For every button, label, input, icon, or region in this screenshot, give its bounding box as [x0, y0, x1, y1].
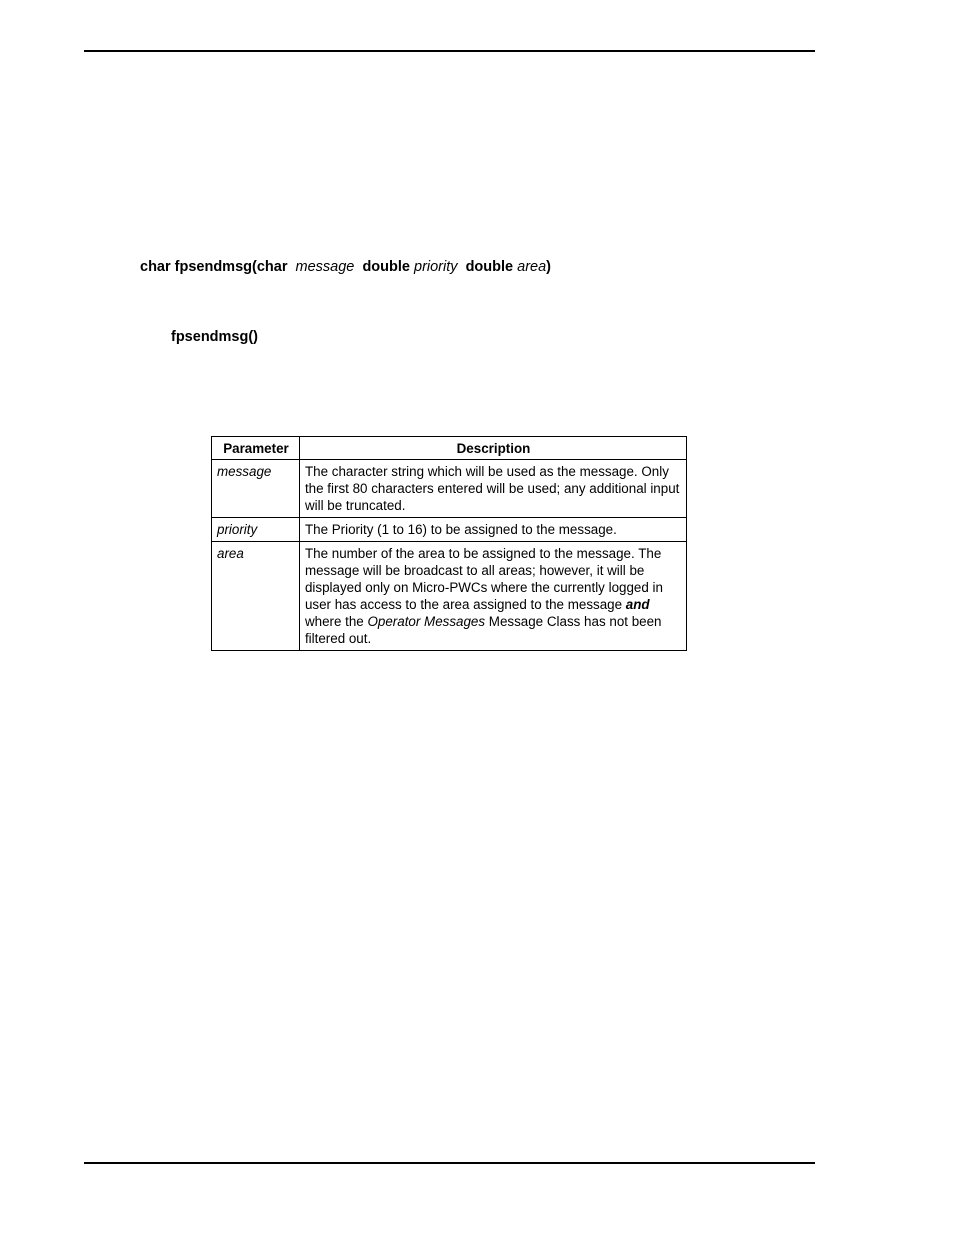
top-rule — [84, 50, 815, 52]
signature-close-paren: ) — [546, 259, 552, 275]
param-description: The Priority (1 to 16) to be assigned to the message. — [299, 518, 686, 542]
param-name: message — [212, 460, 300, 518]
table-header-row — [212, 437, 687, 460]
param-name: priority — [212, 518, 300, 542]
table-row — [212, 542, 687, 651]
signature-type-double-1: double — [362, 259, 410, 275]
desc-italic: Operator Messages — [367, 614, 486, 629]
desc-emphasis: and — [625, 597, 650, 612]
header-description: Description — [299, 437, 686, 460]
signature-arg-area: area — [517, 259, 547, 275]
parameter-table — [211, 436, 687, 651]
function-signature — [140, 258, 551, 276]
desc-text: where the — [304, 614, 368, 629]
param-description: The character string which will be used as the message. Only the first 80 characters entered will be used; any additional input will be truncated. — [299, 460, 686, 518]
param-name: area — [212, 542, 300, 651]
desc-text: The number of the area to be assigned to the message. The message will be broadcast to all areas; however, it will be displayed only on Micro-PWCs where the currently logged in user has access to the area assigned to the message — [304, 546, 663, 612]
function-name: fpsendmsg() — [171, 329, 258, 345]
desc-text: Message Class has not been filtered out. — [304, 614, 662, 646]
header-parameter: Parameter — [212, 437, 300, 460]
table-row — [212, 460, 687, 518]
signature-return-and-name: char fpsendmsg(char — [140, 259, 288, 275]
param-description — [299, 542, 686, 651]
bottom-rule — [84, 1162, 815, 1164]
signature-arg-message: message — [295, 259, 355, 275]
signature-arg-priority: priority — [414, 259, 458, 275]
signature-type-double-2: double — [465, 259, 514, 275]
table-row — [212, 518, 687, 542]
